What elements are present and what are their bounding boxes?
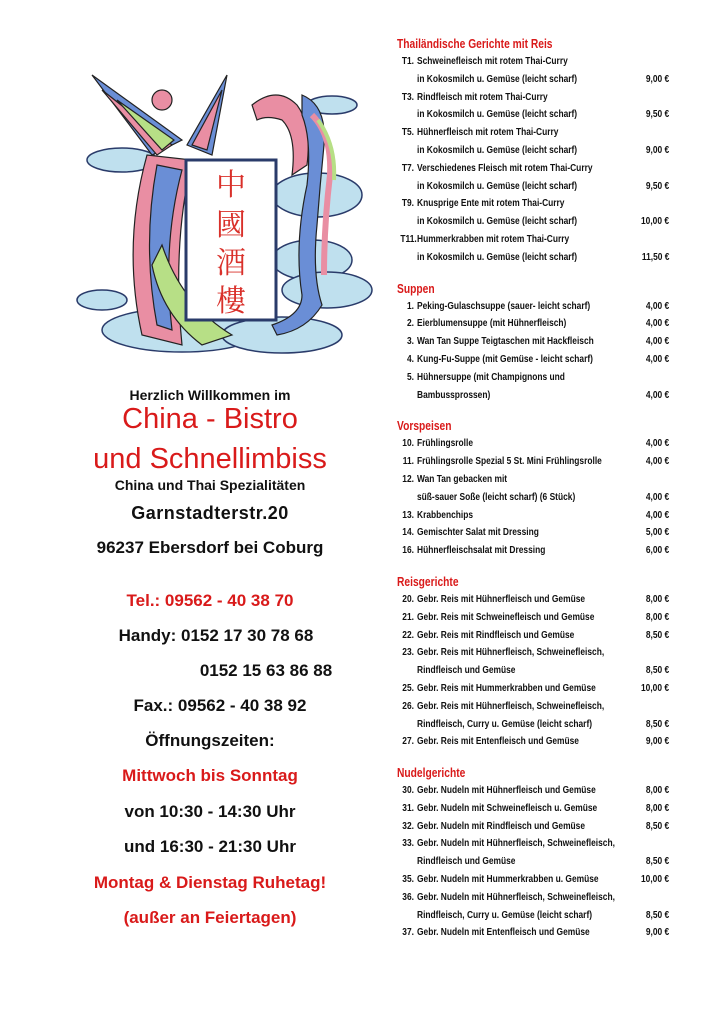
item-price: 9,00 €	[645, 72, 669, 85]
menu-item	[397, 924, 677, 942]
menu-section-title: Reisgerichte	[397, 574, 459, 589]
item-price: 11,50 €	[641, 250, 669, 263]
holiday-note: (außer an Feiertagen)	[123, 908, 297, 927]
item-price: 6,00 €	[645, 544, 669, 557]
item-description: Peking-Gulaschsuppe (sauer- leicht scharf)	[417, 299, 591, 312]
menu-item	[397, 471, 677, 489]
item-description: Hühnerfleischsalat mit Dressing	[417, 544, 546, 557]
phoenix-dragon-logo-icon	[62, 45, 392, 375]
item-number: 21.	[402, 610, 414, 623]
menu-item	[397, 53, 677, 71]
item-price: 8,50 €	[645, 664, 669, 677]
menu-item	[397, 733, 677, 751]
menu-item	[397, 195, 677, 213]
svg-text:國: 國	[216, 208, 246, 243]
svg-text:樓: 樓	[216, 284, 246, 319]
menu-item	[397, 835, 677, 853]
menu-item	[397, 644, 677, 662]
item-description: Rindfleisch und Gemüse	[417, 664, 516, 677]
menu-item	[397, 315, 677, 333]
item-description: Schweinefleisch mit rotem Thai-Curry	[417, 55, 568, 67]
item-description: Gebr. Nudeln mit Rindfleisch und Gemüse	[417, 819, 586, 832]
item-number: T7.	[401, 161, 414, 174]
item-description: Verschiedenes Fleisch mit rotem Thai-Curry	[417, 161, 593, 174]
menu-list	[397, 36, 677, 956]
item-description: Frühlingsrolle Spezial 5 St. Mini Frühlingsrolle	[417, 455, 602, 468]
item-description: Wan Tan gebacken mit	[417, 472, 508, 485]
item-price: 4,00 €	[645, 299, 669, 312]
restaurant-name-line2: und Schnellimbiss	[93, 443, 327, 475]
specialties-subtitle: China und Thai Spezialitäten	[114, 477, 306, 493]
opening-time-1: von 10:30 - 14:30 Uhr	[124, 802, 296, 821]
item-description: in Kokosmilch u. Gemüse (leicht scharf)	[417, 108, 578, 121]
welcome-text: Herzlich Willkommen im	[129, 387, 291, 403]
item-number: 5.	[406, 370, 414, 383]
item-price: 8,00 €	[645, 610, 669, 623]
item-number: 22.	[402, 628, 414, 641]
menu-item	[397, 591, 677, 609]
item-price: 4,00 €	[645, 455, 669, 468]
item-description: Gebr. Nudeln mit Hühnerfleisch, Schweinefleisch,	[417, 837, 615, 850]
menu-section-title: Thailändische Gerichte mit Reis	[397, 37, 553, 51]
menu-section-title: Vorspeisen	[397, 419, 452, 434]
menu-item	[397, 333, 677, 351]
item-price: 8,50 €	[645, 717, 669, 730]
item-number: 26.	[402, 699, 414, 712]
item-description: Gebr. Nudeln mit Hühnerfleisch und Gemüse	[417, 784, 596, 797]
item-price: 8,00 €	[645, 801, 669, 814]
item-price: 8,50 €	[645, 908, 669, 921]
item-price: 9,50 €	[645, 108, 669, 121]
item-price: 9,00 €	[645, 143, 669, 156]
item-number: 1.	[406, 299, 414, 312]
item-description: Gebr. Nudeln mit Hühnerfleisch, Schweinefleisch,	[417, 890, 615, 903]
menu-item	[397, 716, 677, 734]
menu-item	[397, 351, 677, 369]
item-number: 35.	[402, 873, 414, 886]
item-price: 4,00 €	[645, 490, 669, 503]
item-description: Frühlingsrolle	[417, 437, 474, 450]
item-price: 8,00 €	[645, 592, 669, 605]
menu-item	[397, 106, 677, 124]
item-price: 8,50 €	[645, 819, 669, 832]
item-description: Gebr. Reis mit Entenfleisch und Gemüse	[417, 735, 579, 748]
item-number: 25.	[402, 681, 414, 694]
city-address: 96237 Ebersdorf bei Coburg	[96, 538, 324, 557]
menu-item	[397, 627, 677, 645]
item-number: T11.	[400, 232, 417, 245]
menu-item	[397, 298, 677, 316]
item-number: 32.	[402, 819, 414, 832]
opening-hours-heading: Öffnungszeiten:	[145, 731, 275, 750]
menu-item	[397, 524, 677, 542]
item-description: Knusprige Ente mit rotem Thai-Curry	[417, 197, 565, 210]
menu-item	[397, 160, 677, 178]
item-number: 4.	[406, 352, 414, 365]
item-price: 4,00 €	[645, 352, 669, 365]
open-days: Mittwoch bis Sonntag	[122, 766, 298, 785]
menu-section-title: Suppen	[397, 281, 435, 296]
item-description: Rindfleisch, Curry u. Gemüse (leicht scharf)	[417, 908, 593, 921]
item-description: in Kokosmilch u. Gemüse (leicht scharf)	[417, 72, 578, 85]
mobile-number-1[interactable]: Handy: 0152 17 30 78 68	[118, 626, 314, 645]
item-description: Kung-Fu-Suppe (mit Gemüse - leicht scharf)	[417, 352, 593, 365]
menu-item	[397, 231, 677, 249]
opening-time-2: und 16:30 - 21:30 Uhr	[124, 837, 296, 856]
menu-item	[397, 71, 677, 89]
menu-section	[397, 281, 677, 405]
menu-section	[397, 574, 677, 751]
item-description: Bambussprossen)	[417, 388, 491, 401]
item-description: Rindfleisch mit rotem Thai-Curry	[417, 90, 548, 103]
menu-item	[397, 142, 677, 160]
menu-item	[397, 662, 677, 680]
item-number: 10.	[402, 437, 414, 450]
item-description: Gebr. Reis mit Rindfleisch und Gemüse	[417, 628, 575, 641]
item-price: 5,00 €	[645, 526, 669, 539]
menu-item	[397, 698, 677, 716]
item-description: in Kokosmilch u. Gemüse (leicht scharf)	[417, 143, 578, 156]
item-price: 8,00 €	[645, 784, 669, 797]
menu-item	[397, 124, 677, 142]
menu-item	[397, 907, 677, 925]
item-price: 4,00 €	[645, 437, 669, 450]
item-description: Krabbenchips	[417, 508, 474, 521]
svg-text:酒: 酒	[216, 246, 246, 281]
menu-item	[397, 178, 677, 196]
item-number: 16.	[402, 544, 414, 557]
menu-item	[397, 453, 677, 471]
item-number: 31.	[402, 801, 414, 814]
menu-item	[397, 489, 677, 507]
item-description: in Kokosmilch u. Gemüse (leicht scharf)	[417, 179, 578, 192]
item-description: Gebr. Nudeln mit Schweinefleisch u. Gemüse	[417, 801, 598, 814]
mobile-number-2[interactable]: 0152 15 63 86 88	[199, 661, 333, 680]
menu-section	[397, 765, 677, 942]
item-price: 10,00 €	[640, 873, 669, 886]
item-number: T1.	[401, 55, 414, 67]
item-description: Eierblumensuppe (mit Hühnerfleisch)	[417, 317, 567, 330]
item-number: 11.	[402, 455, 414, 468]
menu-section	[397, 36, 677, 267]
item-description: Gebr. Nudeln mit Hummerkrabben u. Gemüse	[417, 873, 599, 886]
menu-item	[397, 213, 677, 231]
menu-item	[397, 871, 677, 889]
menu-item	[397, 435, 677, 453]
item-description: Rindfleisch, Curry u. Gemüse (leicht scharf)	[417, 717, 593, 730]
menu-item	[397, 507, 677, 525]
menu-item	[397, 369, 677, 387]
item-number: T5.	[401, 126, 414, 139]
item-description: Wan Tan Suppe Teigtaschen mit Hackfleisch	[417, 335, 594, 348]
item-number: 20.	[402, 592, 414, 605]
item-description: Hühnerfleisch mit rotem Thai-Curry	[417, 126, 559, 139]
item-description: Hummerkrabben mit rotem Thai-Curry	[417, 232, 570, 245]
item-description: Gebr. Reis mit Hühnerfleisch und Gemüse	[417, 592, 586, 605]
menu-item	[397, 800, 677, 818]
item-description: Gebr. Reis mit Schweinefleisch und Gemüse	[417, 610, 595, 623]
item-number: 37.	[402, 926, 414, 939]
item-description: Gemischter Salat mit Dressing	[417, 526, 539, 539]
item-number: 3.	[406, 335, 414, 348]
menu-item	[397, 89, 677, 107]
item-description: Rindfleisch und Gemüse	[417, 855, 516, 868]
menu-section-title: Nudelgerichte	[397, 766, 466, 781]
item-price: 10,00 €	[640, 681, 669, 694]
item-price: 8,50 €	[645, 628, 669, 641]
item-description: in Kokosmilch u. Gemüse (leicht scharf)	[417, 250, 578, 263]
item-price: 9,00 €	[645, 926, 669, 939]
item-number: 14.	[402, 526, 414, 539]
item-number: 2.	[406, 317, 414, 330]
menu-item	[397, 853, 677, 871]
item-number: T3.	[401, 90, 414, 103]
item-number: 23.	[402, 646, 414, 659]
item-price: 4,00 €	[645, 335, 669, 348]
item-number: 33.	[402, 837, 414, 850]
item-description: in Kokosmilch u. Gemüse (leicht scharf)	[417, 215, 578, 228]
closed-days: Montag & Dienstag Ruhetag!	[93, 873, 327, 892]
item-number: 27.	[402, 735, 414, 748]
fax-number: Fax.: 09562 - 40 38 92	[133, 696, 307, 715]
menu-item	[397, 609, 677, 627]
item-description: Gebr. Nudeln mit Entenfleisch und Gemüse	[417, 926, 590, 939]
item-number: 36.	[402, 890, 414, 903]
item-number: T9.	[401, 197, 414, 210]
item-price: 8,50 €	[645, 855, 669, 868]
item-description: süß-sauer Soße (leicht scharf) (6 Stück)	[417, 490, 576, 503]
item-description: Hühnersuppe (mit Champignons und	[417, 370, 565, 383]
menu-item	[397, 782, 677, 800]
menu-item	[397, 249, 677, 267]
item-price: 9,00 €	[645, 735, 669, 748]
item-price: 4,00 €	[645, 317, 669, 330]
svg-text:中: 中	[216, 168, 246, 203]
item-price: 10,00 €	[640, 215, 669, 228]
item-number: 13.	[402, 508, 414, 521]
menu-item	[397, 889, 677, 907]
item-description: Gebr. Reis mit Hühnerfleisch, Schweinefleisch,	[417, 646, 605, 659]
item-description: Gebr. Reis mit Hummerkrabben und Gemüse	[417, 681, 596, 694]
item-description: Gebr. Reis mit Hühnerfleisch, Schweinefleisch,	[417, 699, 605, 712]
item-price: 9,50 €	[645, 179, 669, 192]
item-price: 4,00 €	[645, 388, 669, 401]
menu-item	[397, 680, 677, 698]
menu-item	[397, 542, 677, 560]
menu-item	[397, 387, 677, 405]
telephone-number[interactable]: Tel.: 09562 - 40 38 70	[126, 591, 294, 610]
street-address: Garnstadterstr.20	[131, 503, 289, 523]
item-price: 4,00 €	[645, 508, 669, 521]
menu-section	[397, 418, 677, 560]
item-number: 12.	[402, 472, 414, 485]
restaurant-name-line1: China - Bistro	[122, 403, 298, 435]
menu-item	[397, 818, 677, 836]
item-number: 30.	[402, 784, 414, 797]
